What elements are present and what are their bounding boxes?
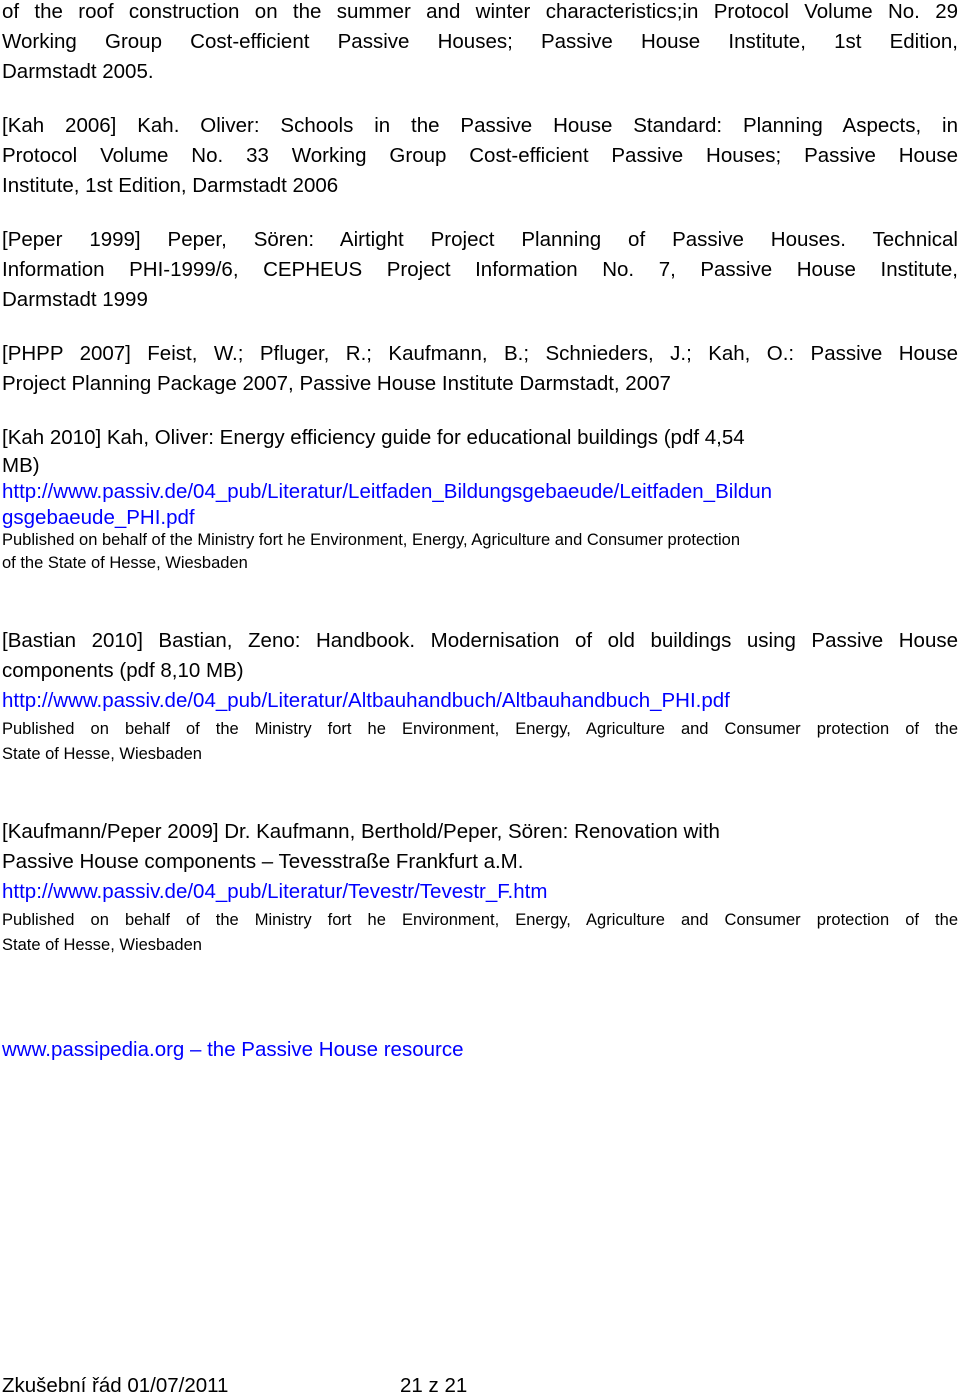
- reference-text-line: [Kaufmann/Peper 2009] Dr. Kaufmann, Berthold/Peper, Sören: Renovation with: [2, 820, 720, 843]
- reference-url-link[interactable]: http://www.passiv.de/04_pub/Literatur/Leitfaden_Bildungsgebaeude/Leitfaden_Bildun: [2, 480, 773, 503]
- publisher-note-line: Published on behalf of the Ministry fort he Environment, Energy, Agriculture and Consumer protection of the: [2, 911, 958, 929]
- reference-text-line: [Peper 1999] Peper, Sören: Airtight Project Planning of Passive Houses. Technical: [2, 228, 958, 251]
- reference-text-line: Working Group Cost-efficient Passive Houses; Passive House Institute, 1st Edition,: [2, 30, 958, 53]
- reference-url-link[interactable]: http://www.passiv.de/04_pub/Literatur/Tevestr/Tevestr_F.htm: [2, 880, 548, 903]
- reference-text-line: components (pdf 8,10 MB): [2, 659, 244, 682]
- publisher-note-line: Published on behalf of the Ministry fort he Environment, Energy, Agriculture and Consumer protection of the: [2, 720, 958, 738]
- reference-text-line: Passive House components – Tevesstraße Frankfurt a.M.: [2, 850, 524, 873]
- reference-text-line: Darmstadt 2005.: [2, 60, 154, 83]
- reference-text-line: Institute, 1st Edition, Darmstadt 2006: [2, 174, 339, 197]
- reference-text-line: Darmstadt 1999: [2, 288, 148, 311]
- reference-text-line: [Bastian 2010] Bastian, Zeno: Handbook. Modernisation of old buildings using Passive House: [2, 629, 958, 652]
- reference-url-link[interactable]: http://www.passiv.de/04_pub/Literatur/Altbauhandbuch/Altbauhandbuch_PHI.pdf: [2, 689, 730, 712]
- reference-text-line: MB): [2, 454, 40, 477]
- publisher-note-line: State of Hesse, Wiesbaden: [2, 745, 202, 763]
- reference-text-line: Project Planning Package 2007, Passive House Institute Darmstadt, 2007: [2, 372, 671, 395]
- publisher-note-line: State of Hesse, Wiesbaden: [2, 936, 202, 954]
- reference-url-link[interactable]: gsgebaeude_PHI.pdf: [2, 506, 195, 529]
- reference-text-line: [PHPP 2007] Feist, W.; Pfluger, R.; Kaufmann, B.; Schnieders, J.; Kah, O.: Passive House: [2, 342, 958, 365]
- reference-text-line: [Kah 2010] Kah, Oliver: Energy efficiency guide for educational buildings (pdf 4,54: [2, 426, 745, 449]
- passipedia-link[interactable]: www.passipedia.org – the Passive House resource: [2, 1038, 464, 1061]
- reference-text-line: of the roof construction on the summer and winter characteristics;in Protocol Volume No. 29: [2, 0, 958, 23]
- reference-text-line: [Kah 2006] Kah. Oliver: Schools in the Passive House Standard: Planning Aspects, in: [2, 114, 958, 137]
- publisher-note-line: of the State of Hesse, Wiesbaden: [2, 554, 248, 572]
- footer-page-number: 21 z 21: [400, 1374, 468, 1397]
- reference-text-line: Protocol Volume No. 33 Working Group Cost-efficient Passive Houses; Passive House: [2, 144, 958, 167]
- footer-document-id: Zkušební řád 01/07/2011: [2, 1374, 229, 1397]
- reference-text-line: Information PHI-1999/6, CEPHEUS Project Information No. 7, Passive House Institute,: [2, 258, 958, 281]
- publisher-note-line: Published on behalf of the Ministry fort he Environment, Energy, Agriculture and Consumer protection: [2, 531, 741, 549]
